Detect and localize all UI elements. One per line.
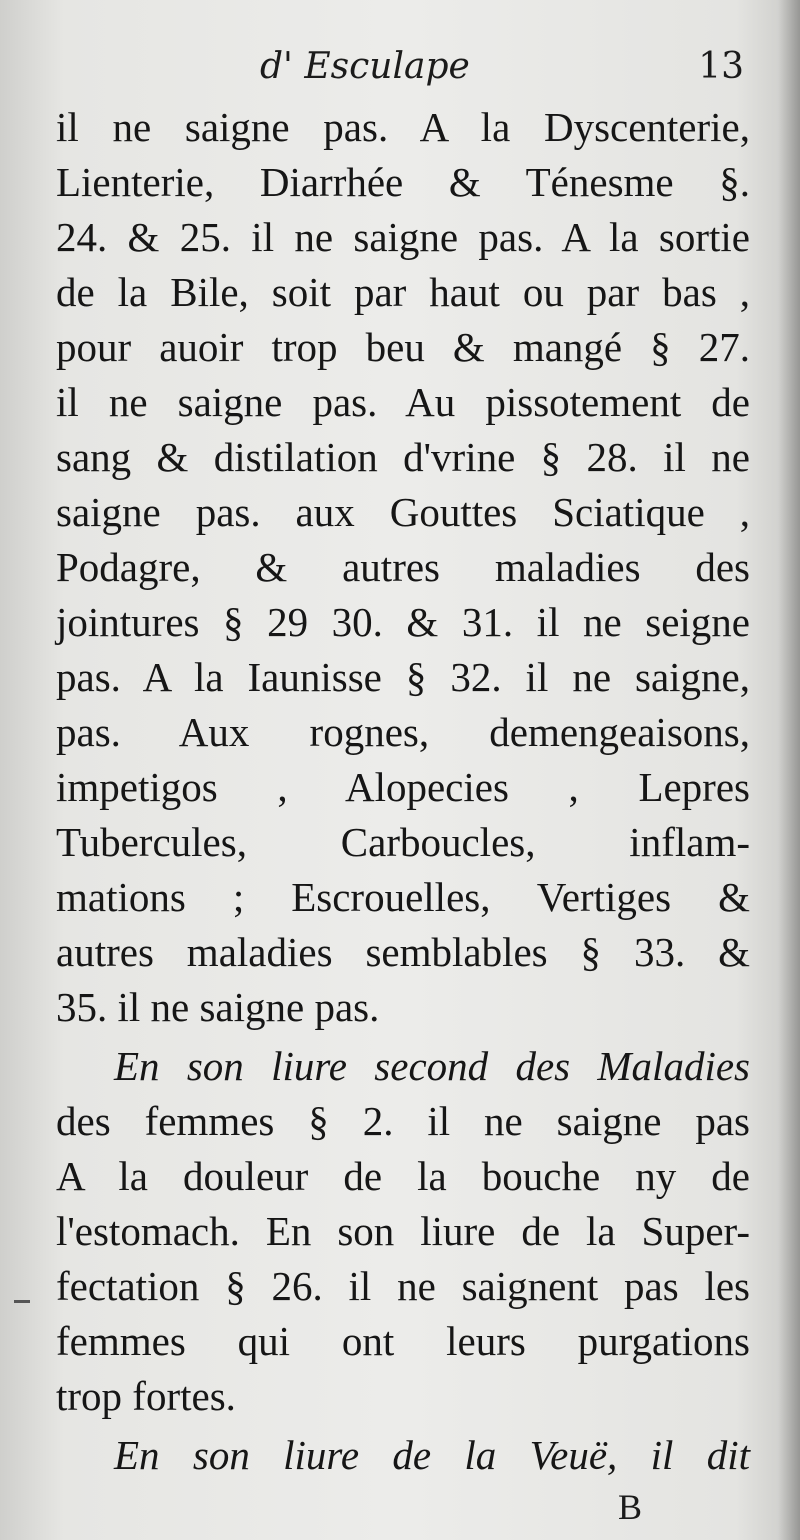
text-line: l'estomach. En son liure de la Super- [56,1208,750,1254]
body-text [56,100,750,1483]
page-number: 13 [698,46,744,87]
text-line: jointures § 29 30. & 31. il ne seigne [56,599,750,645]
text-line: femmes qui ont leurs purgations [56,1318,750,1364]
text-line: 35. il ne saigne pas. [56,984,380,1030]
page-header [60,40,750,100]
signature-mark: B [618,1487,643,1527]
text-line: pour auoir trop beu & mangé § 27. [56,324,750,370]
text-line: pas. Aux rognes, demengeaisons, [56,709,750,755]
text-line: sang & distilation d'vrine § 28. il ne [56,434,750,480]
text-line: En son liure de la Veuë, il dit [114,1432,750,1478]
text-line: des femmes § 2. il ne saigne pas [56,1098,750,1144]
text-line: Podagre, & autres maladies des [56,544,750,590]
text-line: Tubercules, Carboucles, inflam- [56,819,750,865]
text-line: impetigos , Alopecies , Lepres [56,764,750,810]
text-line: autres maladies semblables § 33. & [56,929,750,975]
text-line: il ne saigne pas. A la Dyscenterie, [56,104,750,150]
text-line: En son liure second des Maladies [114,1043,750,1089]
text-line: A la douleur de la bouche ny de [56,1153,750,1199]
running-head: d' Esculape [260,46,470,87]
text-line: 24. & 25. il ne saigne pas. A la sortie [56,214,750,260]
text-line: Lienterie, Diarrhée & Ténesme §. [56,159,750,205]
margin-mark [14,1300,30,1303]
text-line: pas. A la Iaunisse § 32. il ne saigne, [56,654,750,700]
text-line: saigne pas. aux Gouttes Sciatique , [56,489,750,535]
text-line: de la Bile, soit par haut ou par bas , [56,269,750,315]
text-line: il ne saigne pas. Au pissotement de [56,379,750,425]
text-line: fectation § 26. il ne saignent pas les [56,1263,750,1309]
text-line: trop fortes. [56,1373,236,1419]
text-line: mations ; Escrouelles, Vertiges & [56,874,750,920]
